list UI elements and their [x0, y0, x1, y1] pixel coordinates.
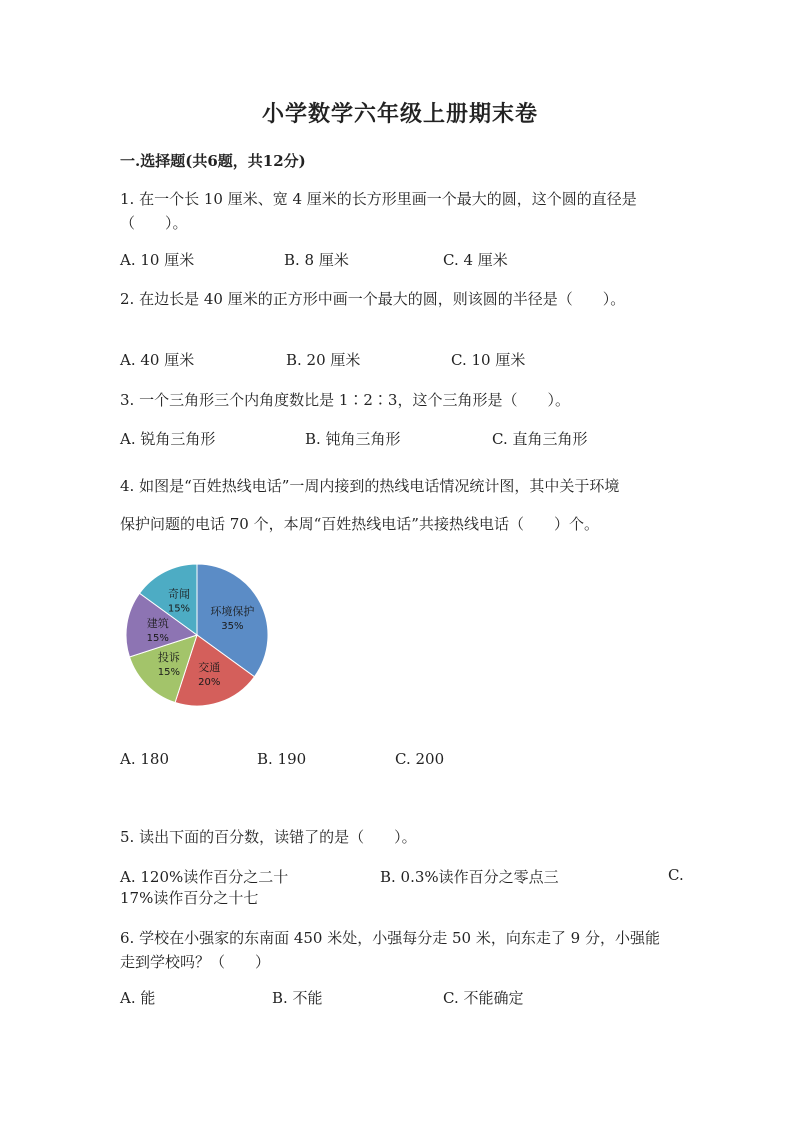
- q2-option-c: C. 10 厘米: [451, 351, 526, 369]
- pie-slice-percent: 20%: [198, 676, 221, 688]
- pie-slice-label: 奇闻: [167, 587, 190, 601]
- q3-option-c: C. 直角三角形: [492, 430, 588, 448]
- section-heading: 一.选择题(共6题，共12分): [120, 152, 306, 170]
- question-1-line-1: 1. 在一个长 10 厘米、宽 4 厘米的长方形里画一个最大的圆，这个圆的直径是: [120, 190, 637, 208]
- question-1-line-2: （ ）。: [120, 214, 188, 232]
- question-4-line-2: 保护问题的电话 70 个，本周“百姓热线电话”共接热线电话（ ）个。: [120, 515, 599, 533]
- question-1: [120, 187, 690, 235]
- pie-slice-label: 环境保护: [210, 604, 255, 618]
- q4-option-a: A. 180: [120, 750, 169, 768]
- question-2: 2. 在边长是 40 厘米的正方形中画一个最大的圆，则该圆的半径是（ ）。: [120, 290, 626, 308]
- pie-slice-percent: 15%: [146, 632, 169, 644]
- q5-option-a: A. 120%读作百分之二十: [120, 868, 289, 886]
- q3-option-b: B. 钝角三角形: [305, 430, 401, 448]
- pie-chart-svg: [122, 560, 272, 710]
- question-6-line-1: 6. 学校在小强家的东南面 450 米处，小强每分走 50 米，向东走了 9 分，小强能: [120, 929, 660, 947]
- question-5: 5. 读出下面的百分数，读错了的是（ ）。: [120, 828, 417, 846]
- question-4-line-1: 4. 如图是“百姓热线电话”一周内接到的热线电话情况统计图，其中关于环境: [120, 477, 620, 495]
- pie-slice-label: 交通: [198, 660, 221, 674]
- question-3: 3. 一个三角形三个内角度数比是 1∶2∶3，这个三角形是（ ）。: [120, 391, 570, 409]
- pie-slice-percent: 35%: [221, 620, 244, 632]
- pie-slice-label: 建筑: [146, 616, 169, 630]
- q6-option-a: A. 能: [120, 989, 156, 1007]
- q6-option-c: C. 不能确定: [443, 989, 524, 1007]
- pie-slice-label: 投诉: [157, 651, 180, 665]
- pie-slice-percent: 15%: [167, 603, 191, 615]
- page-title: 小学数学六年级上册期末卷: [261, 101, 538, 127]
- q3-option-a: A. 锐角三角形: [120, 430, 216, 448]
- q5-option-c-text: 17%读作百分之十七: [120, 889, 259, 907]
- q2-option-b: B. 20 厘米: [286, 351, 361, 369]
- q1-option-a: A. 10 厘米: [120, 251, 195, 269]
- q5-option-b: B. 0.3%读作百分之零点三: [380, 868, 559, 886]
- q4-option-c: C. 200: [395, 750, 445, 768]
- question-4: [120, 467, 690, 543]
- question-6-line-2: 走到学校吗？（ ）: [120, 953, 271, 971]
- q1-option-c: C. 4 厘米: [443, 251, 508, 269]
- q4-option-b: B. 190: [257, 750, 307, 768]
- pie-chart: [122, 560, 272, 710]
- q6-option-b: B. 不能: [272, 989, 323, 1007]
- pie-slice-percent: 15%: [157, 667, 181, 679]
- q5-option-c-label: C.: [668, 866, 684, 884]
- q1-option-b: B. 8 厘米: [284, 251, 349, 269]
- question-6: [120, 926, 690, 974]
- q2-option-a: A. 40 厘米: [120, 351, 195, 369]
